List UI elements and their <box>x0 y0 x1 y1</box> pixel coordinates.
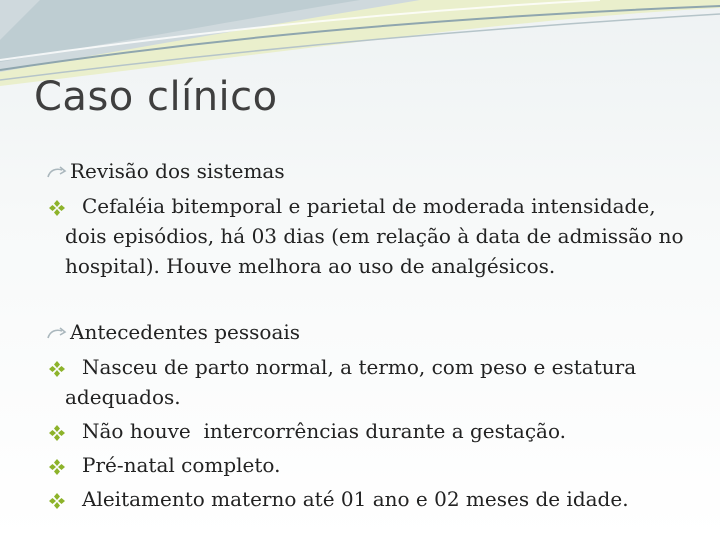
bullet-item <box>46 487 629 511</box>
curved-arrow-icon <box>46 326 68 342</box>
bullet-continuation: hospital). Houve melhora ao uso de analgésicos. <box>65 254 556 278</box>
diamond-quad-icon <box>46 458 68 476</box>
bullet-continuation: adequados. <box>65 385 181 409</box>
bullet-text: Pré-natal completo. <box>82 453 281 477</box>
bullet-item <box>46 355 636 379</box>
bullet-text: Cefaléia bitemporal e parietal de moderada intensidade, <box>82 194 656 218</box>
bullet-text: Não houve intercorrências durante a gestação. <box>82 419 567 443</box>
section-heading-text: Revisão dos sistemas <box>70 159 285 183</box>
diamond-quad-icon <box>46 424 68 442</box>
bullet-text: Aleitamento materno até 01 ano e 02 meses de idade. <box>82 487 629 511</box>
bullet-continuation: dois episódios, há 03 dias (em relação à data de admissão no <box>65 224 684 248</box>
section-heading-text: Antecedentes pessoais <box>70 320 301 344</box>
slide-title: Caso clínico <box>34 74 278 120</box>
diamond-quad-icon <box>46 199 68 217</box>
section-heading-antecedentes <box>46 320 300 344</box>
bullet-item <box>46 194 656 218</box>
bullet-item <box>46 453 280 477</box>
bullet-text: Nasceu de parto normal, a termo, com peso e estatura <box>82 355 637 379</box>
section-heading-revisao <box>46 159 285 183</box>
curved-arrow-icon <box>46 165 68 181</box>
diamond-quad-icon <box>46 360 68 378</box>
diamond-quad-icon <box>46 492 68 510</box>
bullet-item <box>46 419 566 443</box>
